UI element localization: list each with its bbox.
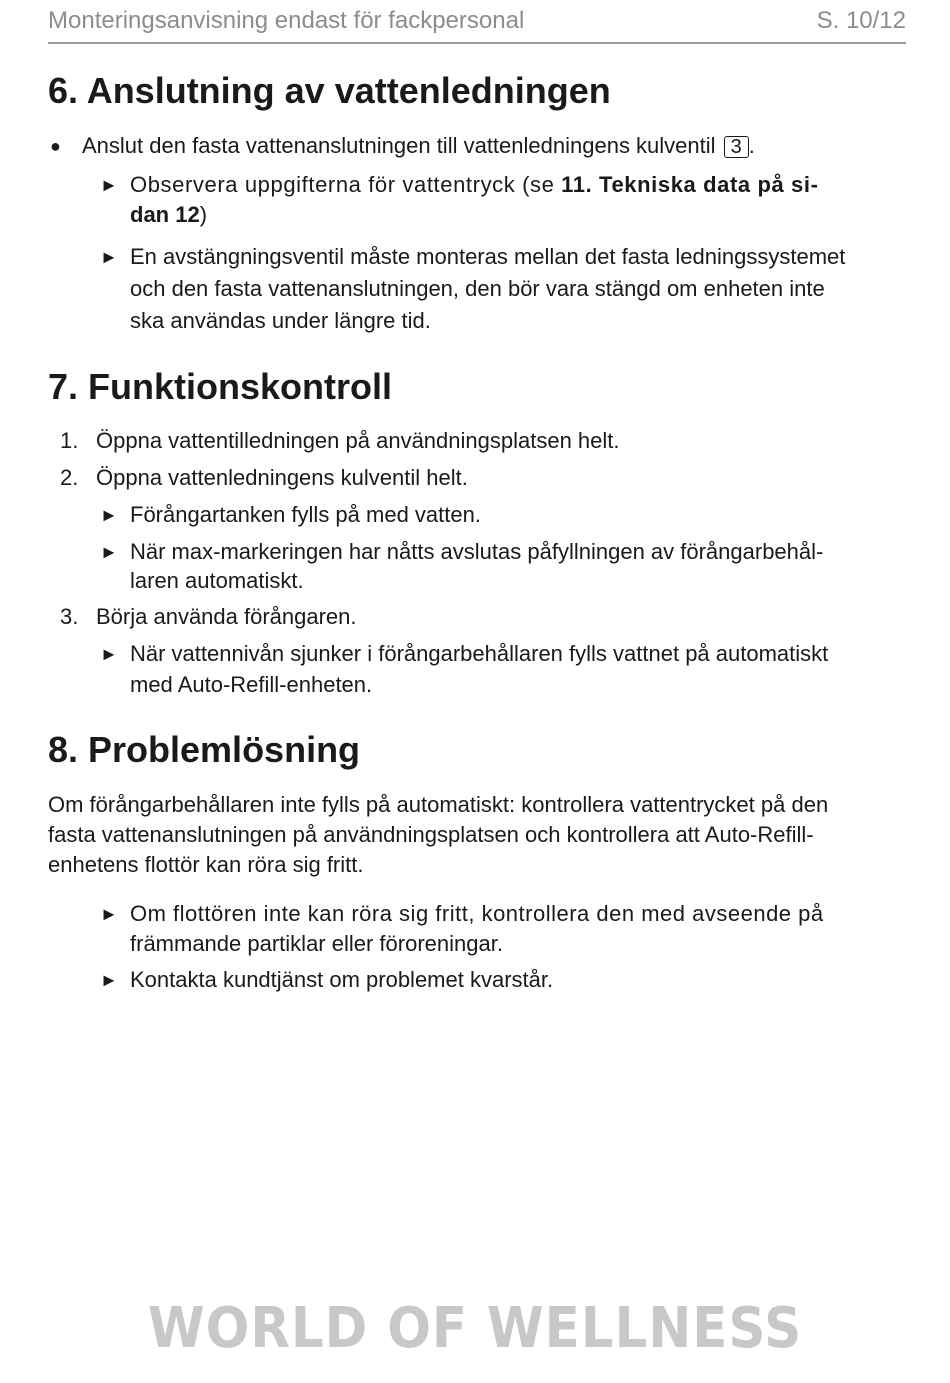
arrow-icon: ► [100, 904, 118, 924]
section-8-paragraph: Om förångarbehållaren inte fylls på automatiskt: kontrollera vattentrycket på den fasta vattenanslutningen på användningsplatsen och kontrollera att Auto-Refill- enhetens flottör kan röra sig fritt. [48, 792, 829, 877]
section-6-arrow-1: Observera uppgifterna för vattentryck (se 11. Tekniska data på si- dan 12) [130, 172, 819, 227]
step-2-arrow-2: När max-markeringen har nåtts avslutas påfyllningen av förångarbehål- laren automatiskt. [130, 539, 824, 593]
cross-reference: 11. Tekniska data på si- [561, 172, 819, 197]
step-number: 3. [60, 604, 79, 629]
section-8-arrow-1: Om flottören inte kan röra sig fritt, kontrollera den med avseende på främmande partiklar eller föroreningar. [130, 901, 824, 956]
bullet-text: Anslut den fasta vattenanslutningen till vattenledningens kulventil [82, 133, 716, 158]
arrow-icon: ► [100, 644, 118, 664]
reference-number-box: 3 [724, 136, 749, 158]
cross-reference-cont: dan 12 [130, 202, 200, 227]
step-2-arrow-1: Förångartanken fylls på med vatten. [130, 502, 481, 527]
document-title: Monteringsanvisning endast för fackpersonal [48, 7, 525, 34]
section-6-heading: 6. Anslutning av vattenledningen [48, 70, 611, 111]
step-number: 2. [60, 465, 79, 490]
bullet-icon: ● [50, 136, 61, 156]
arrow-icon: ► [100, 175, 118, 195]
section-6-arrow-2: En avstängningsventil måste monteras mellan det fasta ledningssystemet och den fasta vattenanslutningen, den bör vara stängd om enheten inte ska användas under längre tid. [130, 244, 846, 333]
section-8-arrow-2: Kontakta kundtjänst om problemet kvarstår. [130, 967, 554, 992]
step-1: Öppna vattentilledningen på användningsplatsen helt. [96, 428, 620, 453]
arrow1-line1: Observera uppgifterna för vattentryck (se 11. Tekniska data på si- [130, 172, 819, 197]
step-3: Börja använda förångaren. [96, 604, 357, 629]
page-header [48, 0, 906, 44]
section-7-heading: 7. Funktionskontroll [48, 366, 393, 407]
page-number: S. 10/12 [816, 7, 906, 34]
step-3-arrow-1: När vattennivån sjunker i förångarbehållaren fylls vattnet på automatiskt med Auto-Refill-enheten. [130, 641, 829, 697]
section-8-heading: 8. Problemlösning [48, 729, 361, 770]
step-2: Öppna vattenledningens kulventil helt. [96, 465, 468, 490]
arrow-icon: ► [100, 505, 118, 525]
arrow-icon: ► [100, 247, 118, 267]
bullet-end: . [748, 133, 755, 158]
section-6-bullet [82, 131, 902, 161]
step-number: 1. [60, 428, 79, 453]
brand-logo: WORLD OF WELLNESS [147, 1296, 803, 1361]
arrow-icon: ► [100, 542, 118, 562]
arrow-icon: ► [100, 970, 118, 990]
